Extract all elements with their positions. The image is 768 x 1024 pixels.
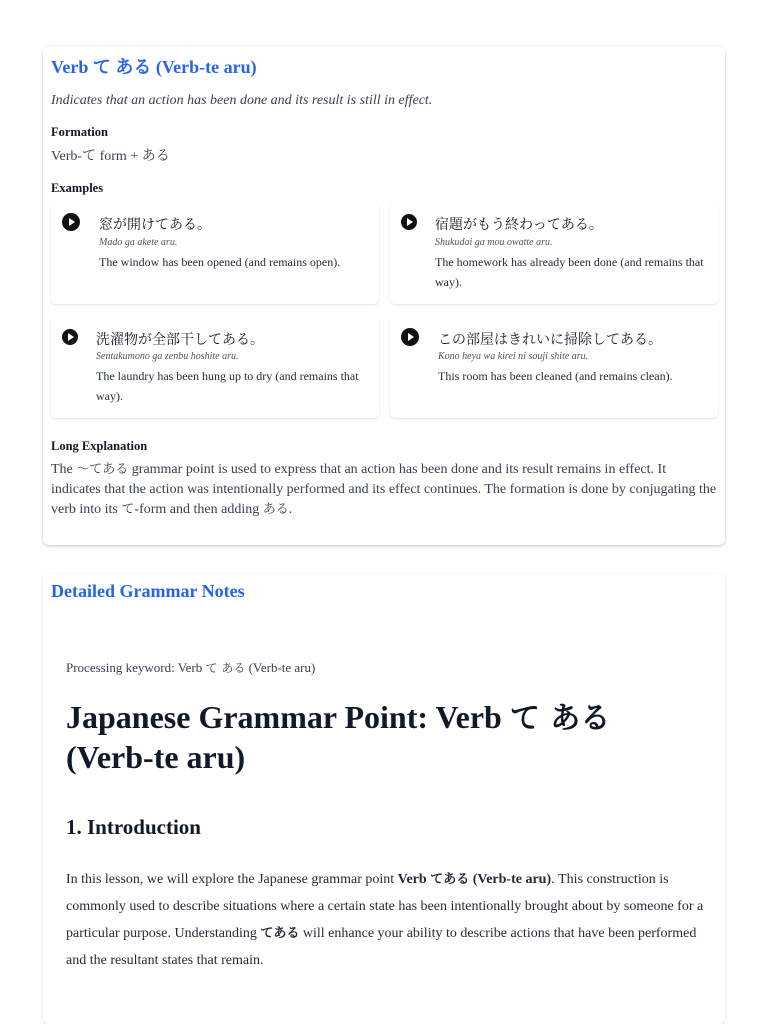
detailed-notes-title: Detailed Grammar Notes [51,581,245,601]
example-romaji: Kono heya wa kirei ni souji shite aru. [438,351,589,362]
example-card [51,202,379,304]
page-title: Japanese Grammar Point: Verb て ある (Verb-te aru) [66,699,611,775]
examples-grid [51,202,717,452]
section-heading: 1. Introduction [66,815,201,839]
example-romaji: Shukudai ga mou owatte aru. [435,237,553,248]
detailed-notes-card [43,574,725,1024]
long-explanation-heading: Long Explanation [51,439,148,453]
play-audio-icon[interactable] [401,214,417,230]
example-japanese: 洗濯物が全部干してある。 [96,332,264,348]
processing-keyword: Processing keyword: Verb て ある (Verb-te aru) [66,660,316,675]
detailed-notes-content [51,660,717,974]
example-card [51,316,379,418]
play-audio-icon[interactable] [62,329,78,345]
example-japanese: 宿題がもう終わってある。 [435,217,603,233]
formation-heading: Formation [51,125,108,139]
example-english: The laundry has been hung up to dry (and remains that way). [96,369,359,403]
example-japanese: この部屋はきれいに掃除してある。 [438,332,662,348]
example-english: This room has been cleaned (and remains clean). [438,369,673,383]
grammar-point-card [43,46,725,545]
grammar-point-description: Indicates that an action has been done and its result is still in effect. [51,93,433,108]
example-romaji: Mado ga akete aru. [99,237,178,248]
intro-paragraph: In this lesson, we will explore the Japanese grammar point Verb てある (Verb-te aru). This construction is commonly used to describe situations where a certain state has been intentionally brought about by someone for a particular purpose. Understanding てある will enhance your ability to describe actions that have been performed and the resultant states that remain. [66,872,704,968]
formation-text: Verb-て form + ある [51,149,170,164]
example-japanese: 窓が開けてある。 [99,217,211,233]
example-card [390,316,718,418]
examples-heading: Examples [51,181,104,195]
grammar-point-title: Verb て ある (Verb-te aru) [51,57,257,77]
example-english: The homework has already been done (and remains that way). [435,255,704,289]
play-audio-icon[interactable] [401,328,419,346]
example-english: The window has been opened (and remains open). [99,255,341,269]
long-explanation-text: The ～てある grammar point is used to express that an action has been done and its result remains in effect. It indicates that the action was intentionally performed and its effect continues. The formation is done by conjugating the verb into its て-form and then adding ある. [51,462,717,517]
example-romaji: Sentakumono ga zenbu hoshite aru. [96,351,239,362]
play-audio-icon[interactable] [62,213,80,231]
example-card [390,202,718,304]
